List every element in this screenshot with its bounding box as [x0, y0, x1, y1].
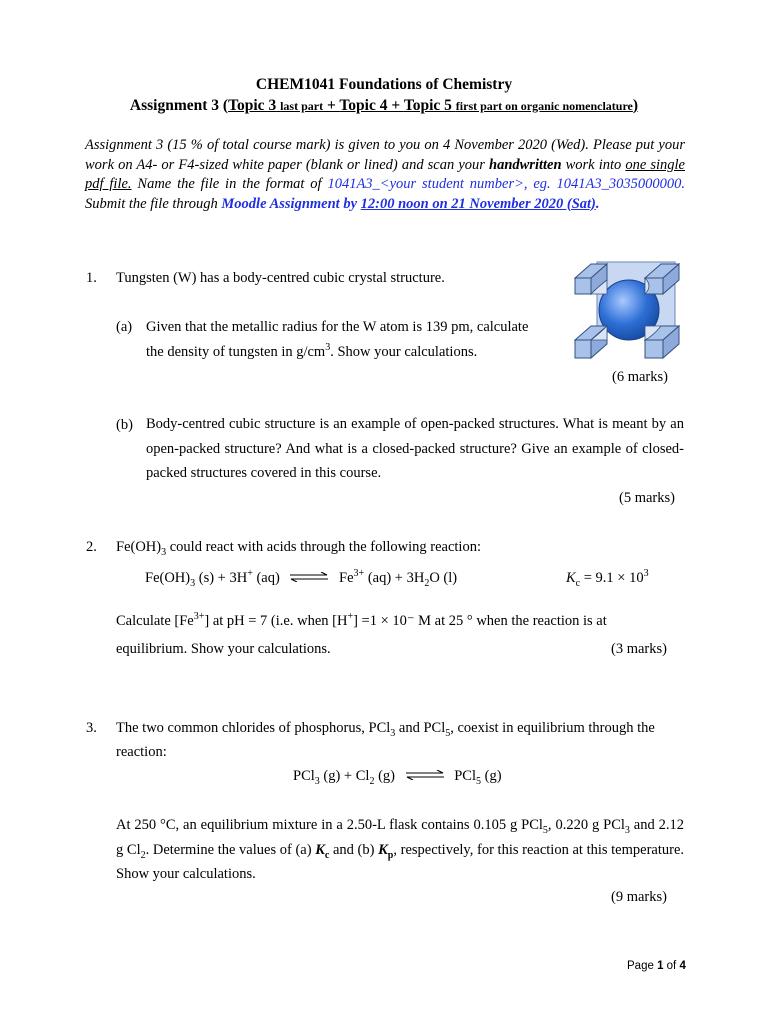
q2-calc-b: ] at pH = 7 (i.e. when [H	[204, 613, 348, 629]
q3-p-c: and 2.12 g Cl	[116, 817, 685, 858]
q1a-marks: (6 marks)	[612, 369, 668, 385]
q1a-label: (a)	[116, 319, 133, 335]
q3-eq-rhs-sub: 5	[476, 775, 481, 787]
plus-1: +	[323, 97, 340, 114]
q3-p-sub3: 2	[140, 849, 146, 861]
q3-line2: reaction:	[116, 744, 167, 760]
intro-text-3: Name the file in the format of	[131, 176, 328, 192]
q3-p-e: and (b)	[329, 841, 379, 858]
intro-period: .	[595, 195, 600, 212]
q3-kp-sub: p	[387, 849, 394, 861]
intro-file-format: 1041A3_<your student number>, eg. 1041A3_3035000000.	[327, 176, 686, 192]
q2-calc-sup2: +	[347, 611, 354, 623]
q3-p-a: At 250 °C, an equilibrium mixture in a 2.50-L flask contains 0.105 g PCl	[116, 817, 543, 833]
q3-eq-lhs-sub2: 2	[369, 775, 375, 787]
q2-kc-k: K	[566, 570, 576, 586]
intro-text-1: Assignment 3 (15 % of total course mark) is given to you on 4 November 2020 (Wed). Please put your work on A4- or F4-sized white paper (blank or lined) and scan your	[85, 137, 685, 173]
q2-number: 2.	[86, 539, 97, 555]
intro-paragraph	[85, 136, 685, 214]
q1a-line2	[146, 344, 477, 361]
q2-calc-c: ] =1 × 10⁻ M at 25 ° when the reaction is at	[353, 613, 607, 629]
q2-calc-sup: 3+	[193, 611, 205, 623]
q3-marks: (9 marks)	[611, 889, 667, 905]
intro-deadline: 12:00 noon on 21 November 2020 (Sat)	[360, 195, 596, 212]
q2-kc-value: = 9.1 × 10	[580, 570, 644, 586]
topic3-note: last part	[280, 99, 324, 113]
intro-handwritten: handwritten	[489, 156, 562, 173]
q3-p-sub2: 3	[624, 824, 630, 836]
q3-kc-k: K	[315, 841, 325, 858]
close-paren: )	[632, 97, 639, 114]
q2-intro-pre: Fe(OH)	[116, 539, 162, 555]
q2-calc-line2: equilibrium. Show your calculations.	[116, 641, 331, 657]
page-total: 4	[679, 960, 686, 972]
q3-kc-sub: c	[324, 849, 330, 861]
q3-eq-rhs-b: (g)	[481, 768, 502, 784]
q3-line1-a: The two common chlorides of phosphorus, PCl	[116, 720, 391, 736]
topic4: Topic 4	[339, 97, 388, 114]
q1b-text: Body-centred cubic structure is an example of open-packed structures. What is meant by an open-packed structure? And what is a closed-packed structure? Give an example of closed-packed structures covered in this course.	[146, 416, 684, 481]
q3-p-b: , 0.220 g PCl	[547, 817, 625, 833]
topics-line	[228, 97, 638, 114]
q3-line1-c: , coexist in equilibrium through the	[450, 720, 655, 736]
topic5: Topic 5	[403, 97, 452, 114]
q2-eq-lhs-sup: +	[247, 568, 253, 580]
assignment-title	[0, 97, 768, 115]
q3-eq-lhs-a: PCl	[293, 768, 315, 784]
q3-equation	[293, 768, 502, 785]
q2-equation	[145, 570, 457, 587]
intro-single-pdf: one single pdf file.	[85, 156, 685, 192]
equilibrium-arrow-icon	[289, 570, 329, 587]
q2-eq-rhs-sub: 2	[424, 577, 430, 589]
q2-eq-lhs-c: (aq)	[252, 570, 280, 586]
q3-p-f: , respectively, for this reaction at this temperature. Show your calculations.	[116, 841, 685, 882]
q1a-line1: Given that the metallic radius for the W atom is 139 pm, calculate	[146, 319, 529, 335]
q2-intro-post: could react with acids through the following reaction:	[166, 539, 481, 555]
q1b-label: (b)	[116, 417, 133, 433]
assignment-prefix: Assignment 3 (	[129, 97, 229, 114]
q3-line1	[116, 720, 655, 737]
q2-eq-rhs-sup: 3+	[353, 568, 365, 580]
q3-line1-sub1: 3	[390, 727, 396, 739]
q2-eq-lhs-a: Fe(OH)	[145, 570, 191, 586]
intro-moodle: Moodle Assignment by	[221, 195, 361, 212]
q2-intro	[116, 539, 481, 556]
q2-eq-rhs-b: (aq) + 3H	[364, 570, 425, 586]
q3-eq-rhs-a: PCl	[454, 768, 476, 784]
q2-kc	[566, 570, 649, 587]
q3-line1-b: and PCl	[395, 720, 446, 736]
topic3: Topic 3	[228, 97, 277, 114]
q3-eq-lhs-b: (g) + Cl	[319, 768, 370, 784]
equilibrium-arrow-icon	[405, 768, 445, 785]
page-current: 1	[657, 960, 664, 972]
q3-eq-lhs-c: (g)	[374, 768, 395, 784]
intro-text-2: work into	[561, 156, 626, 173]
q3-p-sub1: 5	[542, 824, 548, 836]
q3-paragraph	[116, 813, 684, 887]
topic5-note: first part on organic nomenclature	[455, 99, 633, 113]
q3-number: 3.	[86, 720, 97, 736]
q2-eq-lhs-b: (s) + 3H	[195, 570, 248, 586]
q3-eq-lhs-sub: 3	[314, 775, 320, 787]
q1b-marks: (5 marks)	[619, 490, 675, 506]
q1-number: 1.	[86, 270, 97, 286]
plus-2: +	[387, 97, 404, 114]
q1-text: Tungsten (W) has a body-centred cubic crystal structure.	[116, 270, 445, 286]
intro-text-4: Submit the file through	[85, 195, 222, 212]
q2-intro-sub: 3	[161, 546, 167, 558]
q3-kp-k: K	[378, 841, 388, 858]
q1a-line2-pre: the density of tungsten in g/cm	[146, 344, 326, 360]
q2-kc-exp: 3	[643, 568, 649, 580]
page-of: of	[663, 960, 680, 972]
q2-eq-rhs-a: Fe	[339, 570, 354, 586]
q2-calc-line1	[116, 613, 607, 630]
q2-eq-rhs-c: O (l)	[429, 570, 458, 586]
page-number	[627, 960, 686, 972]
q3-line1-sub2: 5	[445, 727, 451, 739]
q2-marks: (3 marks)	[611, 641, 667, 657]
q3-p-d: . Determine the values of (a)	[145, 841, 316, 858]
q2-kc-sub: c	[575, 577, 581, 589]
q1a-line2-post: . Show your calculations.	[330, 344, 478, 360]
q2-eq-lhs-sub: 3	[190, 577, 196, 589]
q2-calc-a: Calculate [Fe	[116, 613, 194, 629]
q1a-line2-sup: 3	[325, 342, 331, 354]
page-label: Page	[627, 960, 658, 972]
bcc-unit-cell-figure	[567, 256, 685, 364]
course-title: CHEM1041 Foundations of Chemistry	[255, 76, 513, 93]
